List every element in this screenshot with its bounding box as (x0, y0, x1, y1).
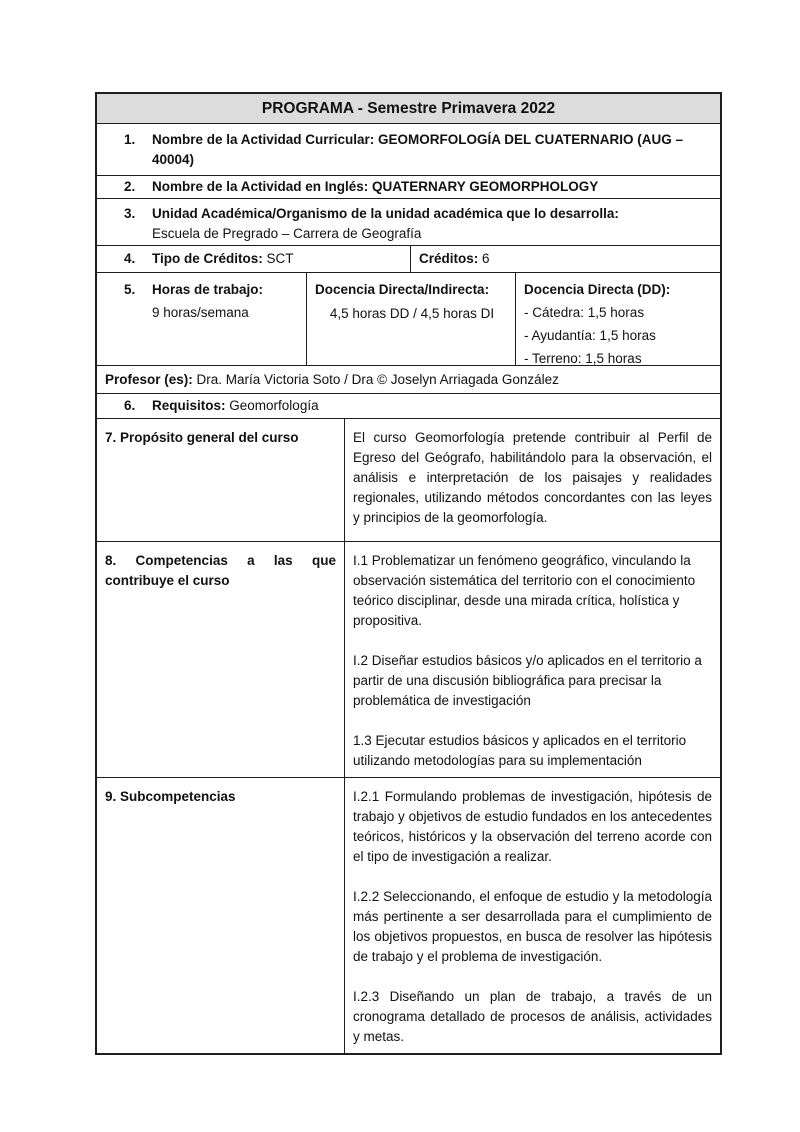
program-title: PROGRAMA - Semestre Primavera 2022 (261, 99, 556, 117)
row-academic-unit (97, 198, 720, 245)
paragraph: El curso Geomorfología pretende contribuir al Perfil de Egreso del Geógrafo, habilitándolo para la observación, el análisis e interpretación de los paisajes y realidades regionales, utilizando métodos concordantes con las leyes y principios de la geomorfología. (353, 430, 712, 525)
professor-label: Profesor (es): (105, 372, 193, 387)
teaching-dd-cell (515, 273, 720, 365)
paragraph: I.2.3 Diseñando un plan de trabajo, a través de un cronograma detallado de procesos de análisis, actividades y metas. (353, 989, 712, 1044)
row-credits (97, 245, 720, 272)
item-number: 6. (124, 398, 136, 413)
work-hours-cell (97, 273, 306, 365)
paragraph: 1.3 Ejecutar estudios básicos y aplicados en el territorio utilizando metodologías para su implementación (353, 733, 687, 768)
activity-name-text: Nombre de la Actividad Curricular: GEOMORFOLOGÍA DEL CUATERNARIO (AUG – 40004) (152, 132, 684, 167)
item-number: 3. (124, 206, 136, 221)
credits-label: Créditos: (419, 251, 479, 266)
competencies-content (344, 542, 720, 777)
teaching-dd-item: - Ayudantía: 1,5 horas (524, 328, 656, 343)
work-hours-value: 9 horas/semana (152, 305, 249, 320)
row-activity-name-english (97, 175, 720, 198)
item-number: 2. (124, 179, 136, 194)
credits-value: 6 (482, 251, 490, 266)
row-purpose (97, 418, 720, 541)
title-row (97, 94, 720, 123)
item-number: 5. (124, 282, 136, 297)
subcompetencies-content (344, 778, 720, 1053)
professor-value: Dra. María Victoria Soto / Dra © Joselyn Arriagada González (196, 372, 559, 387)
purpose-content (344, 419, 720, 541)
work-hours-block (152, 278, 296, 324)
competencies-label: 8. Competencias a las que contribuye el curso (105, 553, 336, 588)
row-work-hours (97, 272, 720, 365)
row-subcompetencies (97, 777, 720, 1053)
academic-unit-block (152, 204, 710, 244)
teaching-dd-di-cell (306, 273, 515, 365)
purpose-label: 7. Propósito general del curso (105, 430, 299, 445)
subcompetencies-label: 9. Subcompetencias (105, 789, 236, 804)
paragraph: I.2.2 Seleccionando, el enfoque de estudio y la metodología más pertinente a ser desarrollada para el cumplimiento de los objetivos propuestos, en busca de resolver las hipótesis de trabajo y el problema de investigación. (353, 889, 712, 964)
row-requirements (97, 393, 720, 418)
credit-type-cell (97, 246, 410, 272)
teaching-dd-di-label: Docencia Directa/Indirecta: (315, 282, 490, 297)
item-number: 1. (124, 132, 136, 147)
academic-unit-value: Escuela de Pregrado – Carrera de Geografía (152, 226, 422, 241)
credits-cell (410, 246, 720, 272)
teaching-dd-item: - Cátedra: 1,5 horas (524, 305, 645, 320)
requirements-value: Geomorfología (229, 398, 319, 413)
row-competencies (97, 541, 720, 777)
teaching-dd-item: - Terreno: 1,5 horas (524, 351, 642, 366)
paragraph: I.1 Problematizar un fenómeno geográfico, vinculando la observación sistemática del territorio con el conocimiento teórico disciplinar, desde una mirada crítica, holística y propositiva. (353, 553, 696, 628)
paragraph: I.2.1 Formulando problemas de investigación, hipótesis de trabajo y objetivos de estudio fundados en los antecedentes teóricos, históricos y la observación del terreno acorde con el tipo de investigación a realizar. (353, 789, 712, 864)
credit-type-line (152, 249, 400, 269)
academic-unit-label: Unidad Académica/Organismo de la unidad académica que lo desarrolla: (152, 206, 619, 221)
work-hours-label: Horas de trabajo: (152, 282, 264, 297)
item-number: 4. (124, 251, 136, 266)
teaching-dd-di-value: 4,5 horas DD / 4,5 horas DI (329, 306, 495, 321)
credit-type-value: SCT (266, 251, 294, 266)
paragraph: I.2 Diseñar estudios básicos y/o aplicados en el territorio a partir de una discusión bibliográfica para precisar la problemática de investigación (353, 653, 702, 708)
requirements-label: Requisitos: (152, 398, 226, 413)
credit-type-label: Tipo de Créditos: (152, 251, 263, 266)
requirements-line (152, 396, 710, 416)
program-table (95, 92, 722, 1055)
row-activity-name (97, 123, 720, 175)
teaching-dd-label: Docencia Directa (DD): (524, 282, 671, 297)
row-professor (97, 365, 720, 393)
activity-name-english-text: Nombre de la Actividad en Inglés: QUATERNARY GEOMORPHOLOGY (152, 179, 599, 194)
